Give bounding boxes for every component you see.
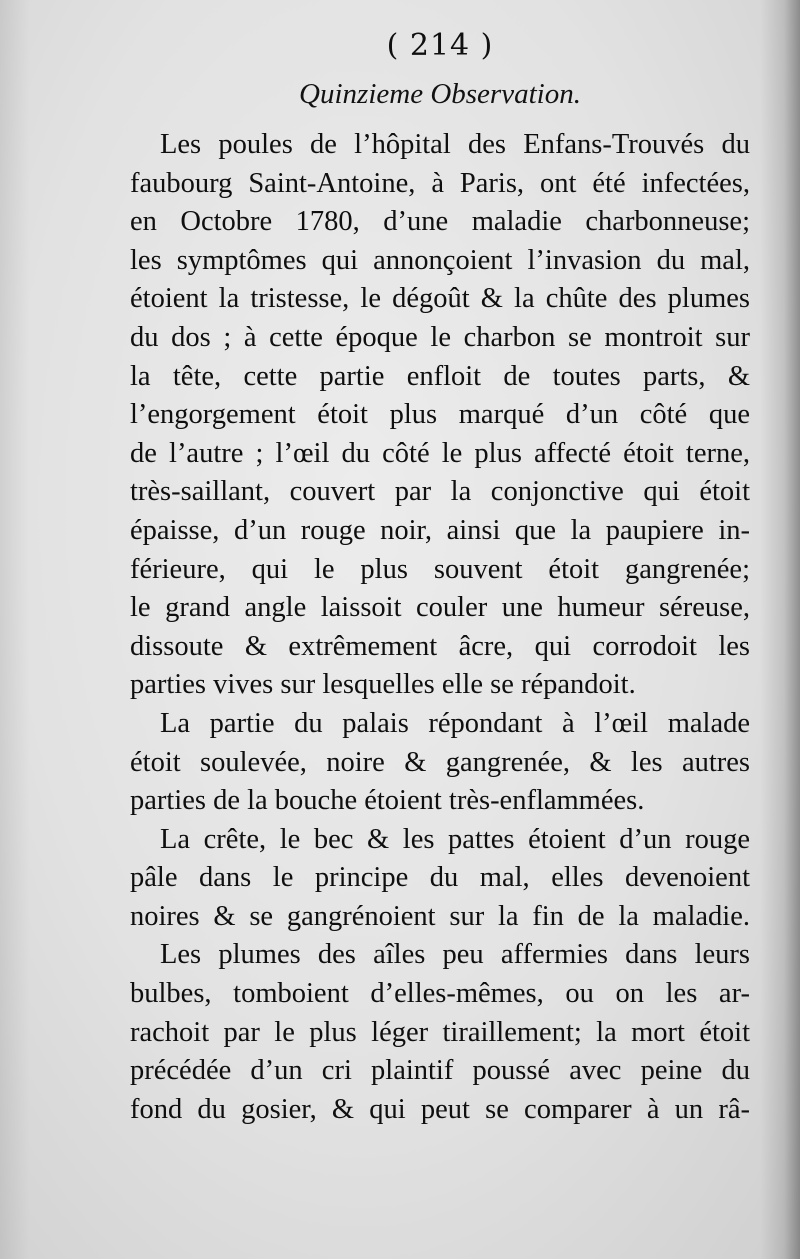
- text-line: de l’autre ; l’œil du côté le plus affecté étoit terne,: [130, 437, 750, 469]
- text-line: étoit soulevée, noire & gangrenée, & les autres: [130, 746, 750, 778]
- text-line: pâle dans le principe du mal, elles devenoient: [130, 862, 750, 894]
- text-line: l’engorgement étoit plus marqué d’un côté que: [130, 399, 750, 431]
- text-line: La partie du palais répondant à l’œil malade: [160, 707, 750, 739]
- text-line: la tête, cette partie enfloit de toutes parts, &: [130, 360, 750, 392]
- text-line: Les poules de l’hôpital des Enfans-Trouvés du: [160, 129, 750, 160]
- text-line: en Octobre 1780, d’une maladie charbonneuse;: [130, 206, 750, 238]
- text-line: dissoute & extrêmement âcre, qui corrodoit les: [130, 630, 750, 662]
- text-line: La crête, le bec & les pattes étoient d’un rouge: [160, 823, 750, 855]
- page-shadow-left: [0, 0, 30, 1259]
- text-line: fond du gosier, & qui peut se comparer à un râ-: [130, 1093, 750, 1125]
- text-line: épaisse, d’un rouge noir, ainsi que la paupiere in-: [130, 514, 750, 546]
- text-line: du dos ; à cette époque le charbon se montroit sur: [130, 321, 750, 353]
- section-title: Quinzieme Observation.: [299, 78, 581, 110]
- text-line: très-saillant, couvert par la conjonctive qui étoit: [130, 476, 750, 508]
- text-line: faubourg Saint-Antoine, à Paris, ont été infectées,: [130, 167, 750, 199]
- page-shadow-right: [760, 0, 800, 1259]
- body-text: [130, 126, 750, 1129]
- text-line: étoient la tristesse, le dégoût & la chûte des plumes: [130, 283, 750, 315]
- page-number: ( 214 ): [386, 28, 494, 63]
- text-line: noires & se gangrénoient sur la fin de la maladie.: [130, 900, 750, 932]
- text-line: parties de la bouche étoient très-enflammées.: [130, 785, 645, 817]
- text-line: parties vives sur lesquelles elle se répandoit.: [130, 669, 636, 701]
- text-line: rachoit par le plus léger tiraillement; la mort étoit: [130, 1016, 750, 1048]
- text-line: bulbes, tomboient d’elles-mêmes, ou on les ar-: [130, 978, 750, 1010]
- text-line: le grand angle laissoit couler une humeur séreuse,: [130, 592, 750, 624]
- text-line: précédée d’un cri plaintif poussé avec peine du: [130, 1055, 750, 1087]
- text-line: les symptômes qui annonçoient l’invasion du mal,: [130, 244, 750, 276]
- text-line: férieure, qui le plus souvent étoit gangrenée;: [130, 553, 750, 585]
- text-line: Les plumes des aîles peu affermies dans leurs: [160, 939, 750, 971]
